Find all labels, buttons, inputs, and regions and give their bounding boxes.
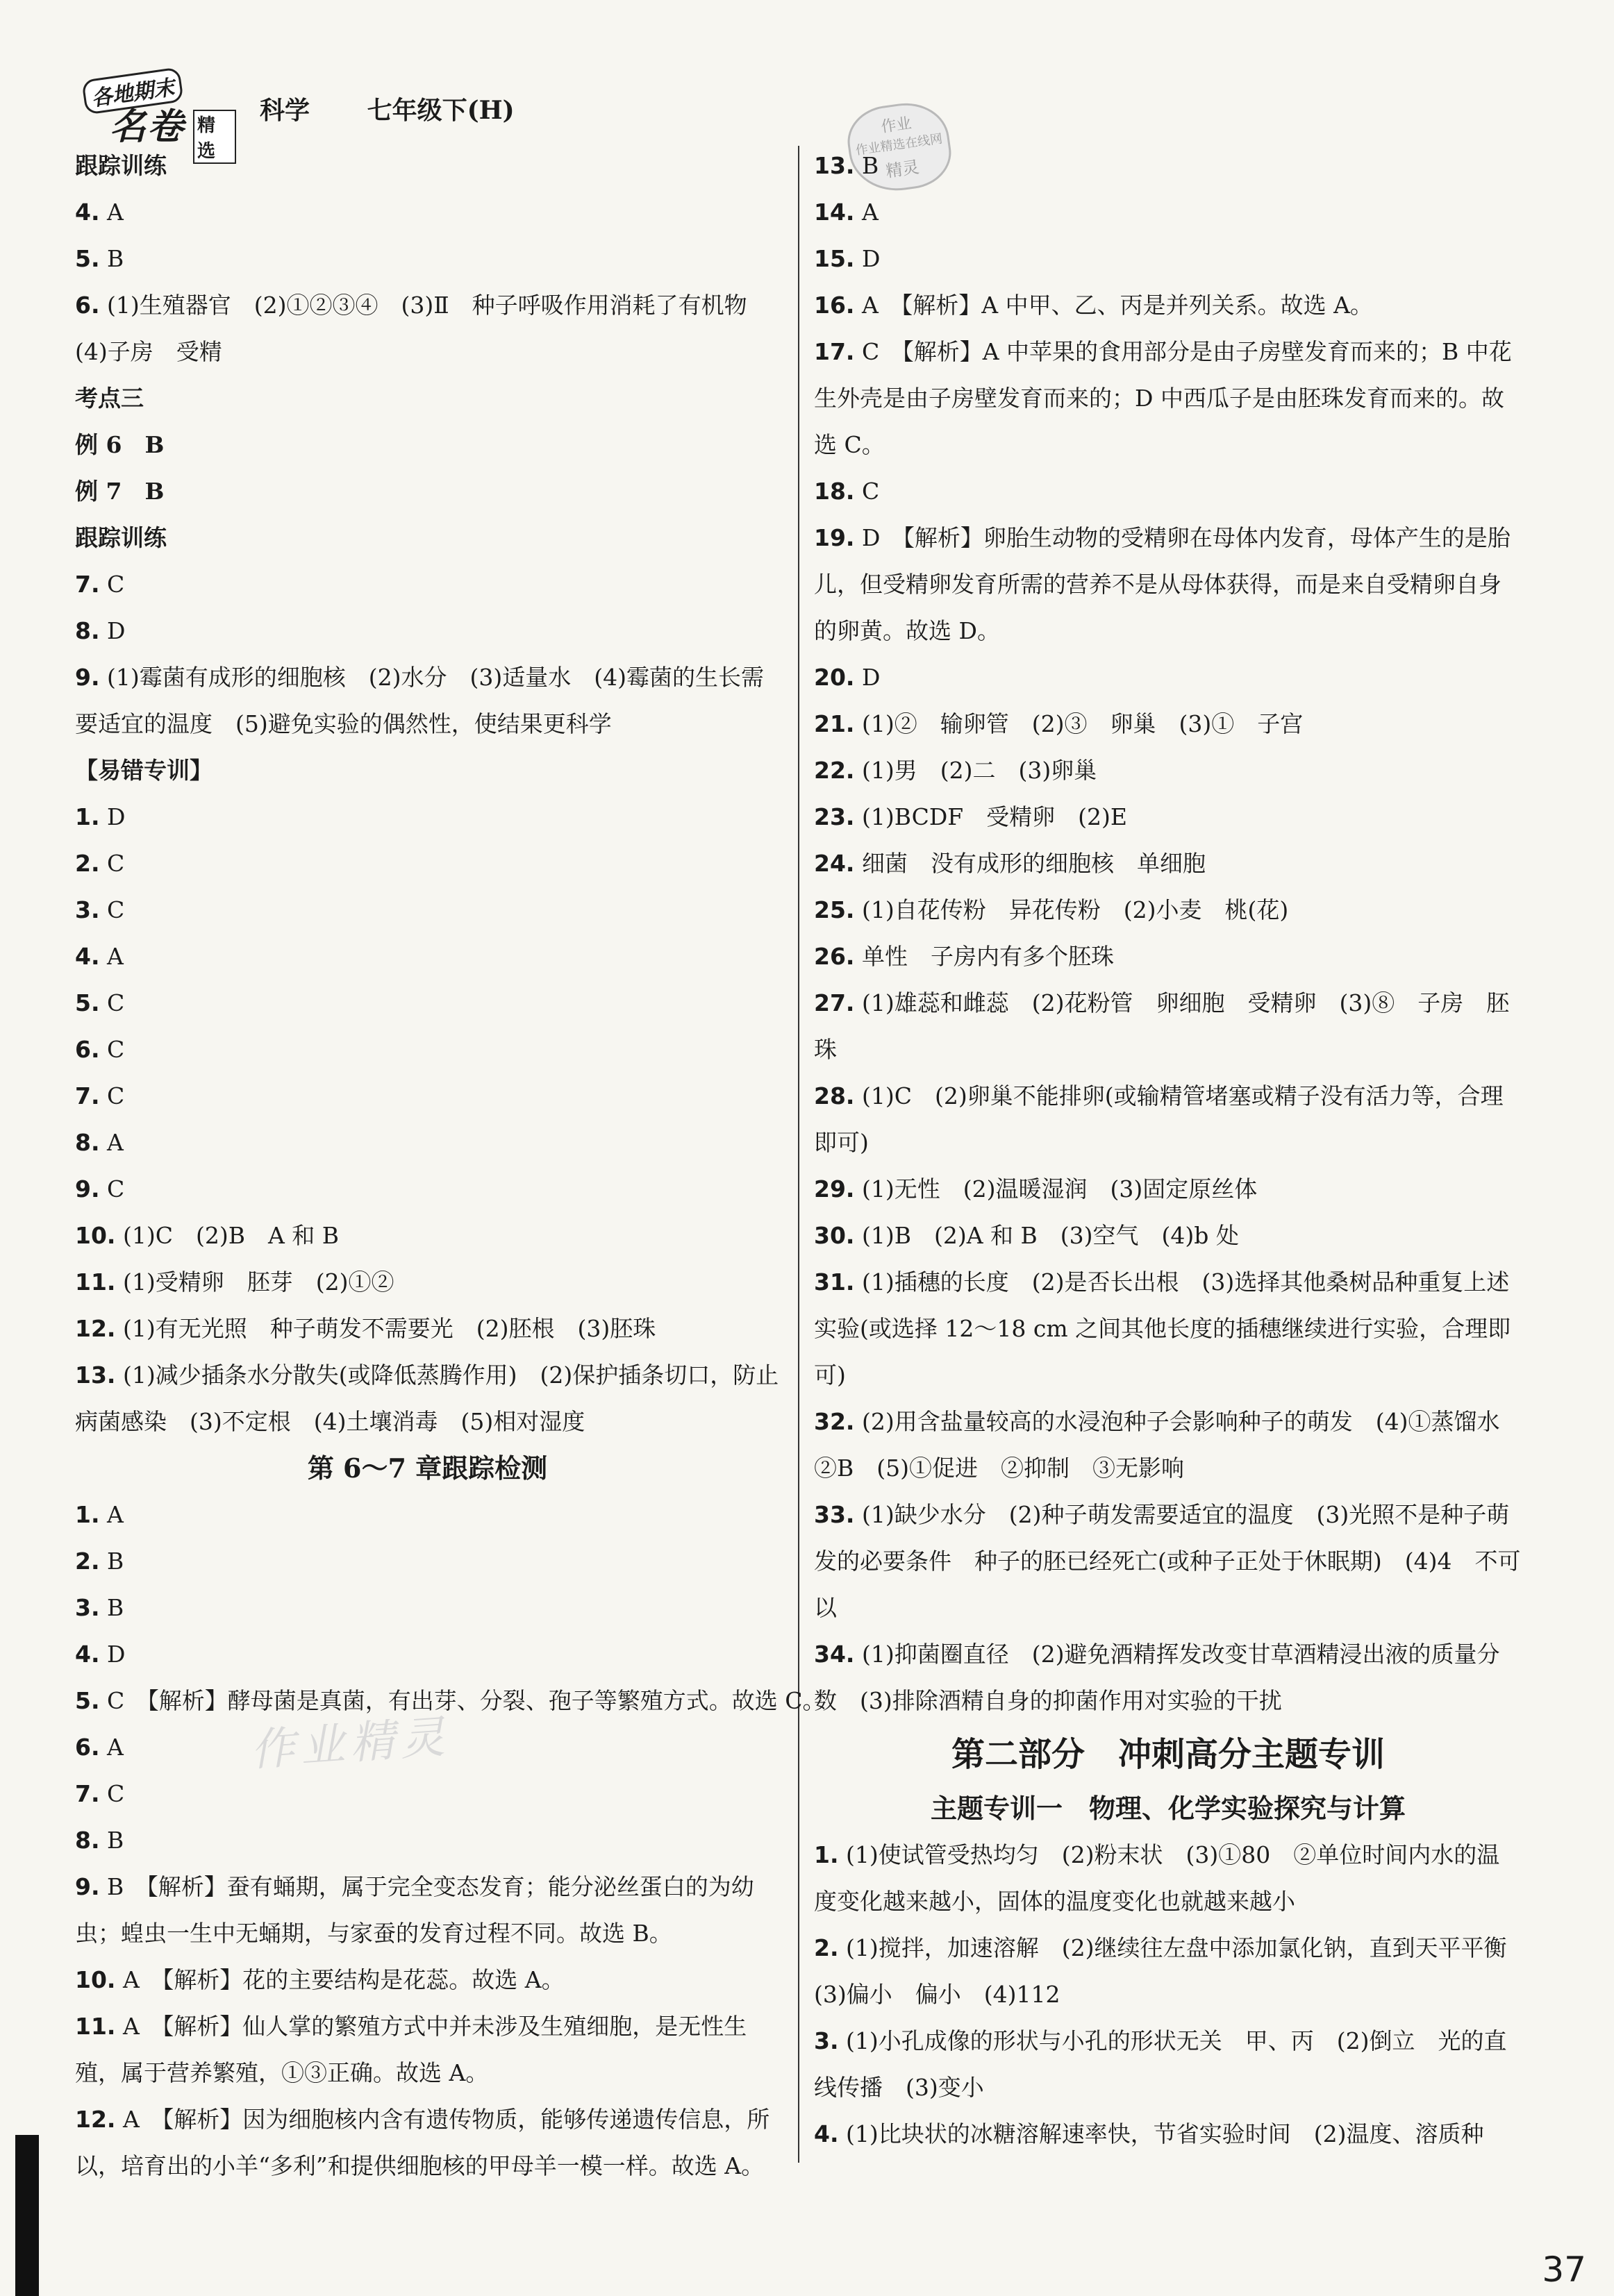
answer-line <box>75 1445 780 1491</box>
answer-text: (1)雄蕊和雌蕊 (2)花粉管 卵细胞 受精卵 (3)⑧ 子房 胚珠 <box>814 989 1510 1063</box>
question-number: 31. <box>814 1268 855 1296</box>
answer-text: (1)B (2)A 和 B (3)空气 (4)b 处 <box>854 1222 1239 1249</box>
question-number: 3. <box>75 896 100 923</box>
answer-line <box>814 1166 1522 1212</box>
answer-line <box>814 887 1522 933</box>
answer-text: D <box>854 245 881 272</box>
answer-line <box>75 1026 780 1073</box>
question-number: 19. <box>814 524 855 551</box>
question-number: 4. <box>75 199 100 226</box>
question-number: 8. <box>75 1129 100 1156</box>
answer-line <box>814 1925 1530 2018</box>
answer-text: 第 6～7 章跟踪检测 <box>307 1452 548 1484</box>
question-number: 5. <box>75 989 100 1016</box>
question-number: 9. <box>75 1873 100 1900</box>
question-number: 7. <box>75 1780 100 1807</box>
answer-line <box>75 189 780 235</box>
stamp-line-1: 作业 <box>880 115 913 137</box>
answer-text: A 【解析】A 中甲、乙、丙是并列关系。故选 A。 <box>854 292 1373 319</box>
answer-line <box>75 2003 780 2096</box>
answer-text: 跟踪训练 <box>75 152 167 179</box>
answer-line <box>75 654 780 747</box>
answer-line <box>814 468 1522 514</box>
question-number: 4. <box>75 1641 100 1668</box>
answer-line <box>75 2096 780 2189</box>
logo-side-text: 精选 <box>193 110 236 164</box>
answer-line <box>75 1305 780 1352</box>
answer-text: (1)比块状的冰糖溶解速率快，节省实验时间 (2)温度、溶质种 <box>838 2120 1484 2147</box>
answer-text: (1)C (2)B A 和 B <box>115 1222 340 1249</box>
answer-line <box>75 794 780 840</box>
answer-line <box>75 468 780 514</box>
answer-text: B <box>99 1827 124 1854</box>
answer-text: (1)自花传粉 异花传粉 (2)小麦 桃(花) <box>854 896 1289 923</box>
answer-text: C <box>99 1082 125 1109</box>
question-number: 1. <box>75 803 100 830</box>
answer-text: C 【解析】A 中苹果的食用部分是由子房壁发育而来的；B 中花生外壳是由子房壁发育而来的；D 中西瓜子是由胚珠发育而来的。故选 C。 <box>814 338 1512 458</box>
question-number: 1. <box>75 1501 100 1528</box>
answer-line <box>75 561 780 607</box>
answer-text: (1)有无光照 种子萌发不需要光 (2)胚根 (3)胚珠 <box>115 1315 656 1342</box>
answer-text: 单性 子房内有多个胚珠 <box>854 943 1114 970</box>
answer-line <box>75 514 780 561</box>
question-number: 4. <box>75 943 100 970</box>
series-logo <box>69 71 236 162</box>
answer-text: (1)男 (2)二 (3)卵巢 <box>854 757 1097 784</box>
answer-line <box>75 1863 780 1956</box>
answer-text: 跟踪训练 <box>75 524 167 551</box>
question-number: 13. <box>814 152 855 179</box>
question-number: 8. <box>75 617 100 644</box>
watermark: 作业精灵 <box>249 1711 452 1777</box>
answer-line <box>814 514 1522 654</box>
question-number: 1. <box>814 1841 839 1868</box>
stamp-line-2: 作业精选在线网 <box>854 131 944 158</box>
answer-text: (1)搅拌，加速溶解 (2)继续往左盘中添加氯化钠，直到天平平衡 (3)偏小 偏小 (4)112 <box>814 1934 1530 2008</box>
question-number: 20. <box>814 664 855 691</box>
answer-line <box>75 887 780 933</box>
question-number: 17. <box>814 338 855 365</box>
answer-line <box>814 933 1522 980</box>
page-header <box>69 64 563 162</box>
question-number: 18. <box>814 478 855 505</box>
question-number: 11. <box>75 1268 116 1296</box>
question-number: 7. <box>75 1082 100 1109</box>
page-edge-bar <box>15 2135 39 2296</box>
answer-text: (1)霉菌有成形的细胞核 (2)水分 (3)适量水 (4)霉菌的生长需要适宜的温度 (5)避免实验的偶然性，使结果更科学 <box>75 664 764 737</box>
answer-text: C <box>99 1780 125 1807</box>
question-number: 5. <box>75 1687 100 1714</box>
answer-text: D <box>99 803 126 830</box>
answer-text: C <box>99 989 125 1016</box>
question-number: 21. <box>814 710 855 737</box>
question-number: 30. <box>814 1222 855 1249</box>
answer-line <box>814 1259 1522 1398</box>
answer-text: A 【解析】花的主要结构是花蕊。故选 A。 <box>115 1966 565 1993</box>
answer-line <box>75 1119 780 1166</box>
answer-text: (2)用含盐量较高的水浸泡种子会影响种子的萌发 (4)①蒸馏水 ②B (5)①促进 ②抑制 ③无影响 <box>814 1408 1523 1482</box>
column-divider <box>798 146 799 2163</box>
question-number: 34. <box>814 1641 855 1668</box>
question-number: 15. <box>814 245 855 272</box>
answer-line <box>814 1724 1522 1785</box>
grade-label: 七年级下(H) <box>367 96 515 125</box>
question-number: 12. <box>75 1315 116 1342</box>
question-number: 27. <box>814 989 855 1016</box>
answer-text: D <box>99 617 126 644</box>
question-number: 6. <box>75 1734 100 1761</box>
answer-line <box>75 1212 780 1259</box>
answer-text: C <box>99 896 125 923</box>
answer-text: (1)② 输卵管 (2)③ 卵巢 (3)① 子宫 <box>854 710 1304 737</box>
answer-text: B 【解析】蚕有蛹期，属于完全变态发育；能分泌丝蛋白的为幼虫；蝗虫一生中无蛹期，与家蚕的发育过程不同。故选 B。 <box>75 1873 754 1947</box>
stamp-line-3: 精灵 <box>884 157 921 181</box>
answer-line <box>814 1073 1522 1166</box>
answer-line <box>75 1491 780 1538</box>
question-number: 4. <box>814 2120 839 2147</box>
answer-text: A <box>99 943 124 970</box>
question-number: 9. <box>75 664 100 691</box>
answer-text: (1)无性 (2)温暖湿润 (3)固定原丝体 <box>854 1175 1258 1203</box>
question-number: 2. <box>814 1934 839 1961</box>
answer-line <box>814 1631 1522 1724</box>
answer-text: A <box>99 1501 124 1528</box>
question-number: 7. <box>75 571 100 598</box>
answer-line <box>814 701 1522 747</box>
answer-text: 第二部分 冲刺高分主题专训 <box>951 1735 1385 1774</box>
right-column <box>814 142 1530 2157</box>
answer-line <box>814 747 1522 794</box>
answer-text: (1)BCDF 受精卵 (2)E <box>854 803 1128 830</box>
answer-text: C 【解析】酵母菌是真菌，有出芽、分裂、孢子等繁殖方式。故选 C。 <box>99 1687 826 1714</box>
answer-text: A <box>99 199 124 226</box>
answer-line <box>814 1785 1522 1832</box>
question-number: 2. <box>75 1548 100 1575</box>
answer-text: A 【解析】仙人掌的繁殖方式中并未涉及生殖细胞，是无性生殖，属于营养繁殖，①③正确。故选 A。 <box>75 2013 747 2086</box>
question-number: 9. <box>75 1175 100 1203</box>
answer-text: (1)缺少水分 (2)种子萌发需要适宜的温度 (3)光照不是种子萌发的必要条件 种子的胚已经死亡(或种子正处于休眠期) (4)4 不可以 <box>814 1501 1521 1621</box>
answer-text: B <box>99 1594 124 1621</box>
answer-text: 例 7 B <box>75 478 165 505</box>
answer-text: (1)生殖器官 (2)①②③④ (3)Ⅱ 种子呼吸作用消耗了有机物 (4)子房 受精 <box>75 292 770 365</box>
answer-line <box>814 654 1522 701</box>
answer-line <box>75 1166 780 1212</box>
answer-text: A <box>854 199 879 226</box>
answer-line <box>814 1398 1522 1491</box>
answer-text: (1)受精卵 胚芽 (2)①② <box>115 1268 394 1296</box>
question-number: 29. <box>814 1175 855 1203</box>
question-number: 3. <box>814 2027 839 2054</box>
question-number: 13. <box>75 1361 116 1389</box>
question-number: 16. <box>814 292 855 319</box>
answer-text: B <box>99 245 124 272</box>
answer-line <box>814 2018 1522 2111</box>
question-number: 28. <box>814 1082 855 1109</box>
answer-text: D <box>99 1641 126 1668</box>
answer-line <box>814 794 1522 840</box>
answer-text: C <box>99 1036 125 1063</box>
answer-line <box>814 840 1522 887</box>
question-number: 3. <box>75 1594 100 1621</box>
answer-line <box>75 1584 780 1631</box>
answer-line <box>75 1631 780 1677</box>
answer-text: C <box>99 571 125 598</box>
question-number: 8. <box>75 1827 100 1854</box>
answer-line <box>814 328 1522 468</box>
answer-text: C <box>99 1175 125 1203</box>
answer-line <box>75 142 780 189</box>
answer-line <box>814 235 1522 282</box>
answer-line <box>75 235 780 282</box>
answer-line <box>814 2111 1522 2157</box>
answer-text: 【易错专训】 <box>75 757 213 784</box>
answer-text: B <box>99 1548 124 1575</box>
question-number: 10. <box>75 1966 116 1993</box>
answer-line <box>814 1212 1522 1259</box>
answer-line <box>75 840 780 887</box>
answer-line <box>75 1259 780 1305</box>
question-number: 25. <box>814 896 855 923</box>
answer-text: C <box>99 850 125 877</box>
question-number: 12. <box>75 2106 116 2133</box>
answer-line <box>75 1817 780 1863</box>
question-number: 11. <box>75 2013 116 2040</box>
page-number: 37 <box>1542 2249 1586 2290</box>
answer-text: D <box>854 664 881 691</box>
answer-line <box>814 282 1522 328</box>
answer-line <box>75 607 780 654</box>
question-number: 14. <box>814 199 855 226</box>
answer-line <box>75 282 780 375</box>
subject-label: 科学 <box>260 96 310 125</box>
answer-line <box>814 1832 1522 1925</box>
question-number: 6. <box>75 292 100 319</box>
answer-line <box>75 933 780 980</box>
answer-text: (1)减少插条水分散失(或降低蒸腾作用) (2)保护插条切口，防止病菌感染 (3)不定根 (4)土壤消毒 (5)相对湿度 <box>75 1361 779 1435</box>
answer-text: 考点三 <box>75 385 144 412</box>
answer-line <box>75 1073 780 1119</box>
answer-text: D 【解析】卵胎生动物的受精卵在母体内发育，母体产生的是胎儿，但受精卵发育所需的营养不是从母体获得，而是来自受精卵自身的卵黄。故选 D。 <box>814 524 1511 644</box>
answer-text: A <box>99 1734 124 1761</box>
question-number: 33. <box>814 1501 855 1528</box>
question-number: 23. <box>814 803 855 830</box>
answer-text: A 【解析】因为细胞核内含有遗传物质，能够传递遗传信息，所以，培育出的小羊“多利”和提供细胞核的甲母羊一模一样。故选 A。 <box>75 2106 770 2179</box>
question-number: 32. <box>814 1408 855 1435</box>
answer-text: 细菌 没有成形的细胞核 单细胞 <box>854 850 1206 877</box>
answer-text: B <box>854 152 879 179</box>
answer-text: C <box>854 478 880 505</box>
question-number: 24. <box>814 850 855 877</box>
answer-text: (1)抑菌圈直径 (2)避免酒精挥发改变甘草酒精浸出液的质量分数 (3)排除酒精自身的抑菌作用对实验的干扰 <box>814 1641 1500 1714</box>
answer-line <box>75 375 780 421</box>
answer-text: (1)C (2)卵巢不能排卵(或输精管堵塞或精子没有活力等，合理即可) <box>814 1082 1504 1156</box>
answer-line <box>75 1770 780 1817</box>
question-number: 2. <box>75 850 100 877</box>
answer-line <box>814 1491 1522 1631</box>
header-title <box>260 91 563 126</box>
answer-line <box>75 980 780 1026</box>
question-number: 10. <box>75 1222 116 1249</box>
answer-text: (1)小孔成像的形状与小孔的形状无关 甲、丙 (2)倒立 光的直线传播 (3)变小 <box>814 2027 1507 2101</box>
answer-line <box>75 1538 780 1584</box>
answer-text: A <box>99 1129 124 1156</box>
answer-line <box>75 747 780 794</box>
answer-line <box>75 421 780 468</box>
answer-line <box>75 1956 780 2003</box>
logo-top-text: 各地期末 <box>81 67 184 115</box>
answer-text: (1)使试管受热均匀 (2)粉末状 (3)①80 ②单位时间内水的温度变化越来越小，固体的温度变化也就越来越小 <box>814 1841 1500 1915</box>
logo-main-text: 名卷 <box>110 106 185 148</box>
answer-line <box>75 1352 780 1445</box>
question-number: 5. <box>75 245 100 272</box>
answer-text: 例 6 B <box>75 431 165 458</box>
answer-line <box>814 189 1522 235</box>
question-number: 26. <box>814 943 855 970</box>
answer-text: (1)插穗的长度 (2)是否长出根 (3)选择其他桑树品种重复上述实验(或选择 12～18 cm 之间其他长度的插穗继续进行实验，合理即可) <box>814 1268 1511 1389</box>
question-number: 22. <box>814 757 855 784</box>
answer-line <box>814 980 1522 1073</box>
answer-line <box>814 142 1522 189</box>
question-number: 6. <box>75 1036 100 1063</box>
answer-text: 主题专训一 物理、化学实验探究与计算 <box>930 1793 1406 1824</box>
left-column <box>75 142 826 2189</box>
